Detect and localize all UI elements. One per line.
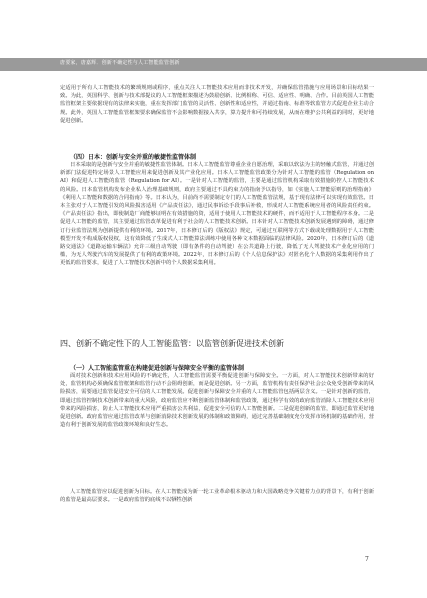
paragraph-japan-regulation: 日本采取的是创新与安全并重的敏捷性监管体制。日本人工智能监管尊重企业自愿治理，采取以软法为主的轻触式监管，并通过创新部门法促进特定场景人工智能应用来促进创新及其产业化应用。日本人工智能监管政策分为针对人工智能的监管（Regulation on AI）和促进人工智能的监管（Regulation for AI）。一是针对人工智能的监管，主要是通过监管机构采取有效措施防控人工智能技术的风险。日本监管机构发布企业私人治理基础规则，政府主要通过不具约束力的指南予以指导，如《实施人工智能原则的治理指南》《利用人工智能和数据的合同指南》等。日本认为，目前尚不需要制定专门的人工智能监管法规，基于现有法律可以实现有效监管。日本主张对于人工智能引发的风险损害适用《产品责任法》，通过民事诉讼手段事后补救，形成对人工智能系统应用者的风险责任约束。《产品责任法》指出，即使制造厂商能够证明在有效措施的资，适用于使用人工智能技术的硬件，而不适用于人工智能程序本身。二是促进人工智能的监管，其主要通过监管改革促进有利于社会的人工智能技术创新。日本针对人工智能技术创新发展遇到的障碍，通过修订行业监管法规为创新提供有利的环境。2017年，日本修订后的《版权法》规定，可通过互联网等方式下载或处理数据用于人工智能模型开发不构成版权侵权，这有效降低了生成式人工智能算法训练中使用各种文本数据面临的法律风险。2020年，日本修订后的《道路交通法》《道路运输车辆法》允许三级自动驾驶（即有条件的自动驾驶）在公共道路上行驶，降低了无人驾驶技术产业化应用的门槛，为无人驾驶汽车的发展提供了有利的政策环境。2022年，日本修订后的《个人信息保护法》对匿名化个人数据的采集利用作出了更低的监管要求，促进了人工智能技术创新中的个人数据采集利用。 <box>60 162 374 267</box>
subheading-4-1: （一）人工智能监管重在构建促进创新与保障安全平衡的监管体制 <box>70 365 245 372</box>
page-number: 7 <box>365 556 369 563</box>
subheading-japan: （四）日本：创新与安全并重的敏捷性监管体制 <box>70 154 197 161</box>
paragraph-balance-innovation-safety: 面对技术创新和技术应用风险的不确定性，人工智能监管需要平衡促进创新与保障安全。一方面，对人工智能技术创新带来的好处，监管机构必须确保监管框架和监管行动不会阻碍创新，而是促进创新。另一方面，监管机构有责任保护社会公众免受创新带来的风险损害，需要通过监管促进安全可信的人工智能发展。促进创新与保障安全并重的人工智能监管包括两层含义。一是针对创新的监管，即通过监管控制技术创新带来的重大风险，政府监管应不断创新监管体制和监管政策，通过科学有效的政府监管消除人工智能技术应用带来的风险损害，防止人工智能技术应用严重损害公共利益，促进安全可信的人工智能创新。二是促进创新的监管，即通过监管更好地促进创新。政府监管应通过监管改革与创新消除技术创新发展的体制和政策障碍，通过完善基础制度充分发挥市场机制的基础作用，营造有利于创新发展的监管政策环境和良好生态。 <box>60 373 374 429</box>
running-header: 唐要家，唐嘉辉．创新不确定性与人工智能监管创新 <box>60 60 180 66</box>
paragraph-uk-framework: 定适用于所有人工智能技术的繁琐规则或程序，重点关注人工智能技术应用而非技术开发，并确保监管措施与应用场景和目标结果一致。为此，英国科学、创新与技术部提议的人工智能框架描述为鼓励创新、比例相称、可信、适应性、明确、合作。目前英国人工智能监管框架主要依据现有的法律来实施，重在发挥部门监管的灵活性、创新性和适应性，并通过指南、标准等软监管方式促进企业主动合规。此外，英国人工智能监管框架要求确保监管不会影响数据接入共享，算力提升和可持续发展，从而在维护公共利益的同时，更好地促进创新。 <box>60 85 374 124</box>
paragraph-promote-innovation: 人工智能监管应以促进创新为目标。在人工智能成为新一轮工业革命根本驱动力和大国战略竞争关键着力点的背景下，有利于创新的监管是最高层要求。一是政府监管的底线不以牺牲创新 <box>60 489 374 504</box>
section-heading-4: 四、创新不确定性下的人工智能监管：以监管创新促进技术创新 <box>60 339 284 348</box>
